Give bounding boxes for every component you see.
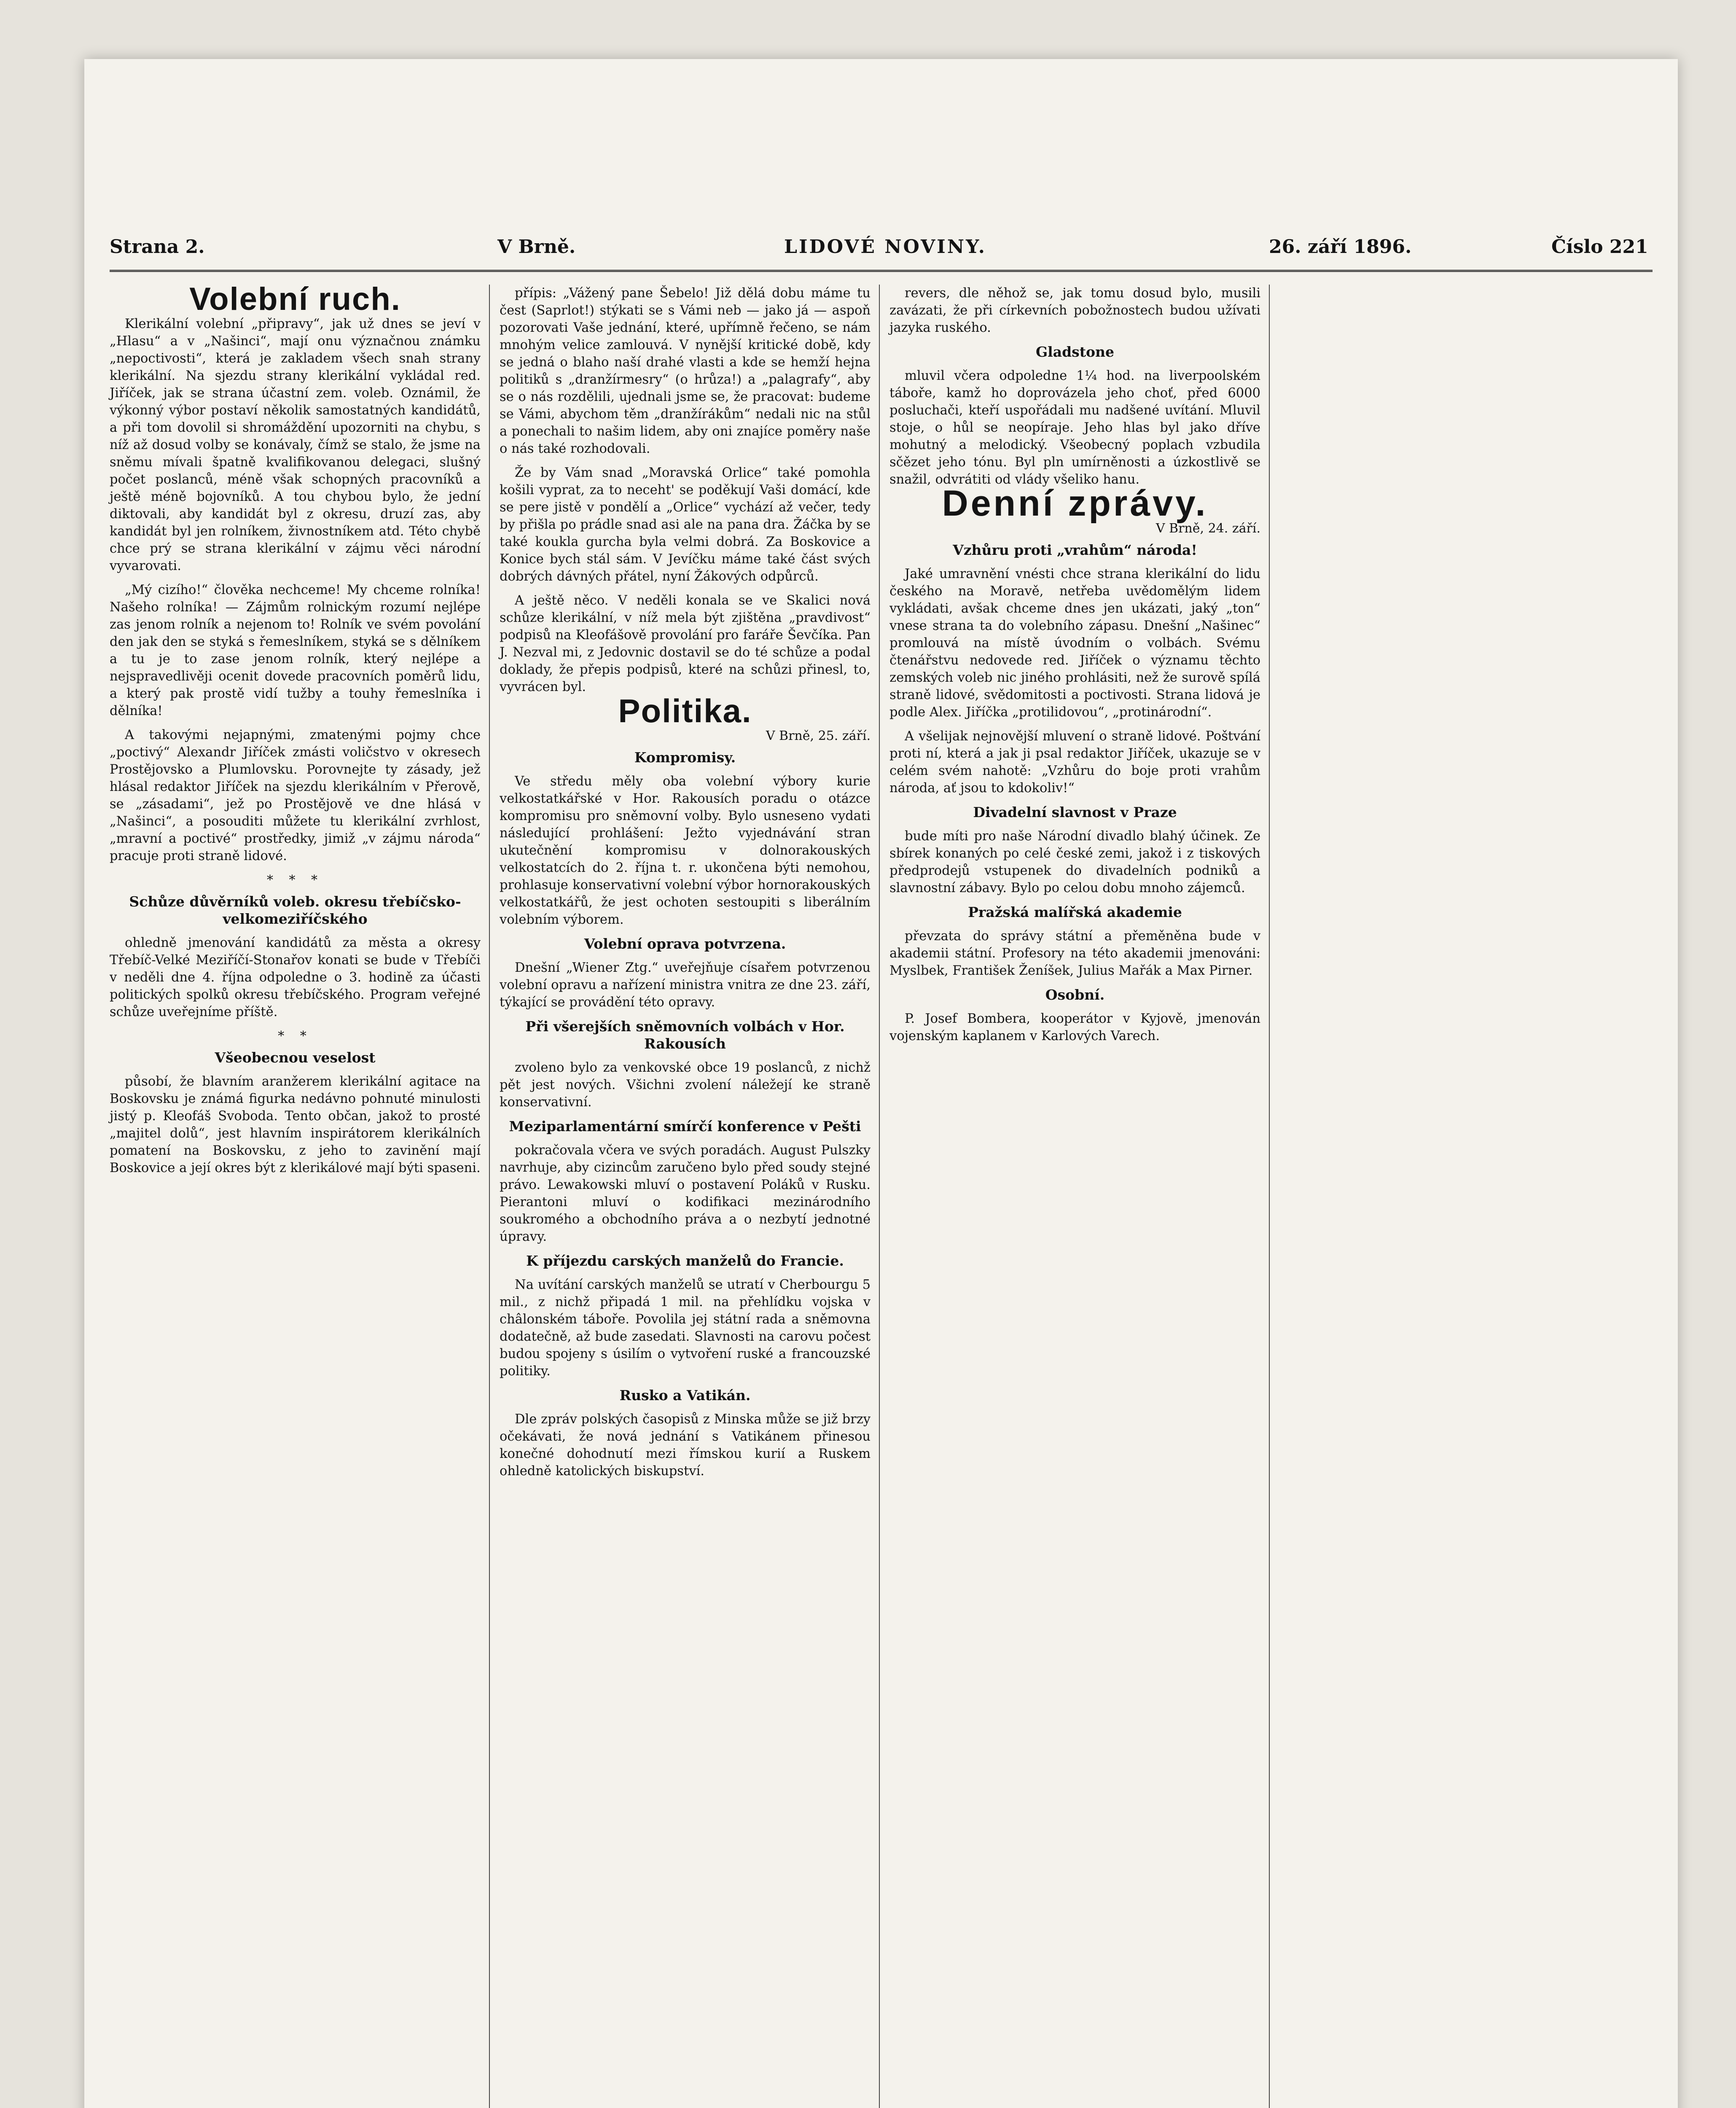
article-heading: Kompromisy. <box>634 749 736 766</box>
dateline: V Brně, 25. září. <box>766 729 871 743</box>
paper-title: LIDOVÉ NOVINY. <box>784 236 986 258</box>
page-number: Strana 2. <box>110 236 205 258</box>
article-heading: Rusko a Vatikán. <box>619 1387 751 1404</box>
article-paragraph: pokračovala včera ve svých poradách. August Pulszky navrhuje, aby cizincům zaručeno bylo před soudy stejné právo. Lewakowski mluví o postavení Poláků v Rusku. Pierantoni mluví o kodifikaci mezinárodního soukromého a obchodního práva a o nezbytí jednotné úpravy. <box>500 1143 871 1244</box>
column-rule <box>489 285 490 2108</box>
section-title-politika: Politika. <box>618 692 752 729</box>
article-paragraph: Klerikální volební „připravy“, jak už dnes se jeví v „Hlasu“ a v „Našinci“, mají onu význačnou známku „nepoctivosti“, která je zakladem všech snah strany klerikální. Na sjezdu strany klerikální vykládal red. Jiříček, jak se strana účastní zem. voleb. Oznámil, že výkonný výbor postaví několik samostatných kandidátů, a při tom dovolil si shromáždění upozorniti na chybu, s níž až dosud volby se konávaly, čímž se stalo, že jsme na sněmu mívali špatně kvalifikovanou delegaci, slušný počet poslanců, méně však schopných pracovníků a ještě méně bojovníků. A tou chybou bylo, že jední diktovali, aby kandidát byl z okresu, druzí zas, aby kandidát byl jen rolníkem, živnostníkem atd. Této chybě chce prý se strana klerikální v zájmu věci národní vyvarovati. <box>110 317 481 573</box>
article-paragraph: A všelijak nejnovější mluvení o straně lidové. Poštvání proti ní, která a jak ji psal redaktor Jiříček, ukazuje se v celém svém nahotě: „Vzhůru do boje proti vrahům národa, ať jsou to kdokoliv!“ <box>889 729 1260 796</box>
masthead <box>110 236 1653 266</box>
article-heading: Schůze důvěrníků voleb. okresu třebíčsko-velkomeziříčského <box>129 893 461 927</box>
article-heading: Pražská malířská akademie <box>968 904 1182 920</box>
newspaper-page <box>84 59 1678 2108</box>
column-rule <box>1269 285 1270 2108</box>
article-paragraph: mluvil včera odpoledne 1¼ hod. na liverpoolském táboře, kamž ho doprovázela jeho choť, před 6000 posluchači, kteří uspořádali mu nadšené uvítání. Mluvil stoje, o hůl se neopíraje. Jeho hlas byl jako dříve mohutný a melodický. Všeobecný poplach vzbudila sčězet jeho tónu. Byl pln umírněnosti a úzkostlivě se snažil, odvrátiti od vlády všeliko hanu. <box>889 368 1260 487</box>
article-heading: Volební oprava potvrzena. <box>584 936 786 952</box>
article-paragraph: působí, že blavním aranžerem klerikální agitace na Boskovsku je známá figurka nedávno pohnuté minulosti jistý p. Kleofáš Svoboda. Tento občan, jakož to prosté „majitel dolů“, jest hlavním inspirátorem klerikálních pomatení na Boskovsku, z jeho to zavinění mají Boskovice a její okres být z klerikálové mají býti spaseni. <box>110 1074 481 1175</box>
article-paragraph: Že by Vám snad „Moravská Orlice“ také pomohla košili vyprat, za to neceht' se poděkují Vaši domácí, kde se pere jistě v pondělí a „Orlice“ vychází až večer, tedy by přišla po prádle snad asi ale na pana dra. Žáčka by se také koukla gurcha byla velmi dobrá. Za Boskovice a Konice bych stál sám. V Jevíčku máme také část svých dobrých dávných přátel, nyní Žákových odpůrců. <box>500 465 871 584</box>
article-paragraph: A ještě něco. V neděli konala se ve Skalici nová schůze klerikální, v níž mela být zjištěna „pravdivost“ podpisů na Kleofášově provolání pro faráře Ševčíka. Pan J. Nezval mi, z Jedovnic dostavil se do té schůze a podal doklady, že přepis podpisů, které na schůzi přinesl, to, vyvrácen byl. <box>500 593 871 694</box>
issue-number: Číslo 221 <box>1551 236 1648 258</box>
section-title-denni-zpravy: Denní zprávy. <box>942 483 1208 524</box>
article-paragraph: Dnešní „Wiener Ztg.“ uveřejňuje císařem potvrzenou volební opravu a nařízení ministra vnitra ze dne 23. září, týkající se provádění této opravy. <box>500 960 871 1010</box>
column-1 <box>110 281 481 1183</box>
article-heading: Všeobecnou veselost <box>215 1049 376 1066</box>
article-heading: Vzhůru proti „vrahům“ národa! <box>953 542 1197 558</box>
article-paragraph: Dle zpráv polských časopisů z Minska může se již brzy očekávati, že nová jednání s Vatikánem přinesou konečné dohodnutí mezi římskou kurií a Ruskem ohledně katolických biskupství. <box>500 1412 871 1479</box>
article-paragraph: Jaké umravnění vnésti chce strana klerikální do lidu českého na Moravě, netřeba uvědomělým lidem vykládati, avšak chceme dnes jen ukázati, jaký „ton“ vnese strana ta do volebního zápasu. Dnešní „Našinec“ promlouvá na místě úvodním o volbách. Svému čtenářstvu nedovede red. Jiříček o významu těchto zemských voleb nic jiného prohlásiti, než že surově spílá straně lidové, svědomitosti a poctivosti. Strana lidová je podle Alex. Jiříčka „protilidovou“, „protinárodní“. <box>889 567 1260 720</box>
column-3 <box>889 285 1260 1051</box>
masthead-place: V Brně. <box>497 236 576 258</box>
section-title-volebni-ruch: Volební ruch. <box>189 281 401 317</box>
column-2 <box>500 285 871 1487</box>
article-paragraph: „Mý cizího!“ člověka nechceme! My chceme rolníka! Našeho rolníka! — Zájmům rolnickým rozumí nejlépe zas jenom rolník a nejenom to! Rolník ve svém povolání den jak den se styká s řemeslníkem, styká se s dělníkem a tu je to zase jenom rolník, který nejlépe a nejspravedlivěji ocenit dovede pracovních poměrů lidu, a který pak prostě vidí tužby a touhy řemeslníka i dělníka! <box>110 583 481 718</box>
separator: * * <box>278 1029 312 1043</box>
article-heading: Gladstone <box>1036 344 1114 360</box>
article-paragraph: přípis: „Vážený pane Šebelo! Již dělá dobu máme tu čest (Saprlot!) stýkati se s Vámi neb — jako já — aspoň pozorovati Vaše jednání, které, upřímně řečeno, se nám mnohým velice zamlouvá. V nynější kritické době, kdy se jedná o blaho naší drahé vlasti a kde se hemží hejna politiků s „dranžírmesry“ (o hrůza!) a „palagrafy“, aby se o nás rozdělili, ujednali jsme se, že pracovat: budeme se Vámi, abychom těm „dranžírákům“ nedali nic na stůl a ponechali to našim lidem, aby oni znajíce poměry naše o nás také rozhodovali. <box>500 286 871 456</box>
dateline: V Brně, 24. září. <box>1156 521 1260 536</box>
article-heading: Při všerejších sněmovních volbách v Hor. Rakousích <box>525 1018 845 1052</box>
article-heading: K příjezdu carských manželů do Francie. <box>526 1253 844 1269</box>
article-paragraph: A takovými nejapnými, zmatenými pojmy chce „poctivý“ Alexandr Jiříček zmásti voličstvo v okresech Prostějovsko a Plumlovsku. Porovnejte ty zásady, jež hlásal redaktor Jiříček na sjezdu klerikálním v Přerově, se „zásadami“, jež po Prostějově ve dne hlásá v „Našinci“, a posouditi můžete tu klerikální zvrhlost, „mravní a poctivé“ prostředky, jimiž „v zájmu národa“ pracuje proti straně lidové. <box>110 728 481 863</box>
article-paragraph: bude míti pro naše Národní divadlo blahý účinek. Ze sbírek konaných po celé české zemi, jakož i z tiskových předprodejů vstupenek do divadelních podniků a slavnostní zábavy. Bylo po celou dobu mnoho zájemců. <box>889 829 1260 895</box>
article-paragraph: Ve středu měly oba volební výbory kurie velkostatkářské v Hor. Rakousích poradu o otázce kompromisu pro sněmovní volby. Bylo usneseno vydati následující prohlášení: Ježto vyjednávání stran ukutečnění kompromisu v dolnorakouských velkostatcích do 2. října t. r. ukončena býti nemohou, prohlasuje konservativní volební výbor hornorakouských velkostatkářů, že jest ochoten sestoupiti s liberálním volebním výborem. <box>500 774 871 927</box>
article-heading: Osobní. <box>1045 987 1105 1003</box>
issue-date: 26. září 1896. <box>1269 236 1412 258</box>
header-rule <box>110 270 1653 272</box>
separator: * * * <box>266 873 324 887</box>
article-paragraph: Na uvítání carských manželů se utratí v Cherbourgu 5 mil., z nichž připadá 1 mil. na přehlídku vojska v châlonském táboře. Povolila jej státní rada a sněmovna dodatečně, až bude zasedati. Slavnosti na carovu počest budou spojeny s úsilím o vytvoření ruské a francouzské politiky. <box>500 1277 871 1379</box>
article-paragraph: ohledně jmenování kandidátů za města a okresy Třebíč-Velké Meziříčí-Stonařov konati se bude v Třebíči v neděli dne 4. října odpoledne o 3. hodině za účasti politických spolků okresu třebíčského. Program veřejné schůze uveřejníme příště. <box>110 936 481 1019</box>
column-rule <box>879 285 880 2108</box>
article-paragraph: revers, dle něhož se, jak tomu dosud bylo, musili zavázati, že při církevních pobožnostech budou užívati jazyka ruského. <box>889 286 1260 335</box>
article-heading: Meziparlamentární smírčí konference v Pešti <box>509 1118 861 1135</box>
article-paragraph: převzata do správy státní a přeměněna bude v akademii státní. Profesory na této akademii jmenováni: Myslbek, František Ženíšek, Julius Mařák a Max Pirner. <box>889 929 1260 978</box>
article-paragraph: zvoleno bylo za venkovské obce 19 poslanců, z nichž pět jest nových. Všichni zvolení náležejí ke straně konservativní. <box>500 1060 871 1110</box>
article-heading: Divadelní slavnost v Praze <box>973 804 1177 820</box>
article-paragraph: P. Josef Bombera, kooperátor v Kyjově, jmenován vojenským kaplanem v Karlových Varech. <box>889 1011 1260 1043</box>
